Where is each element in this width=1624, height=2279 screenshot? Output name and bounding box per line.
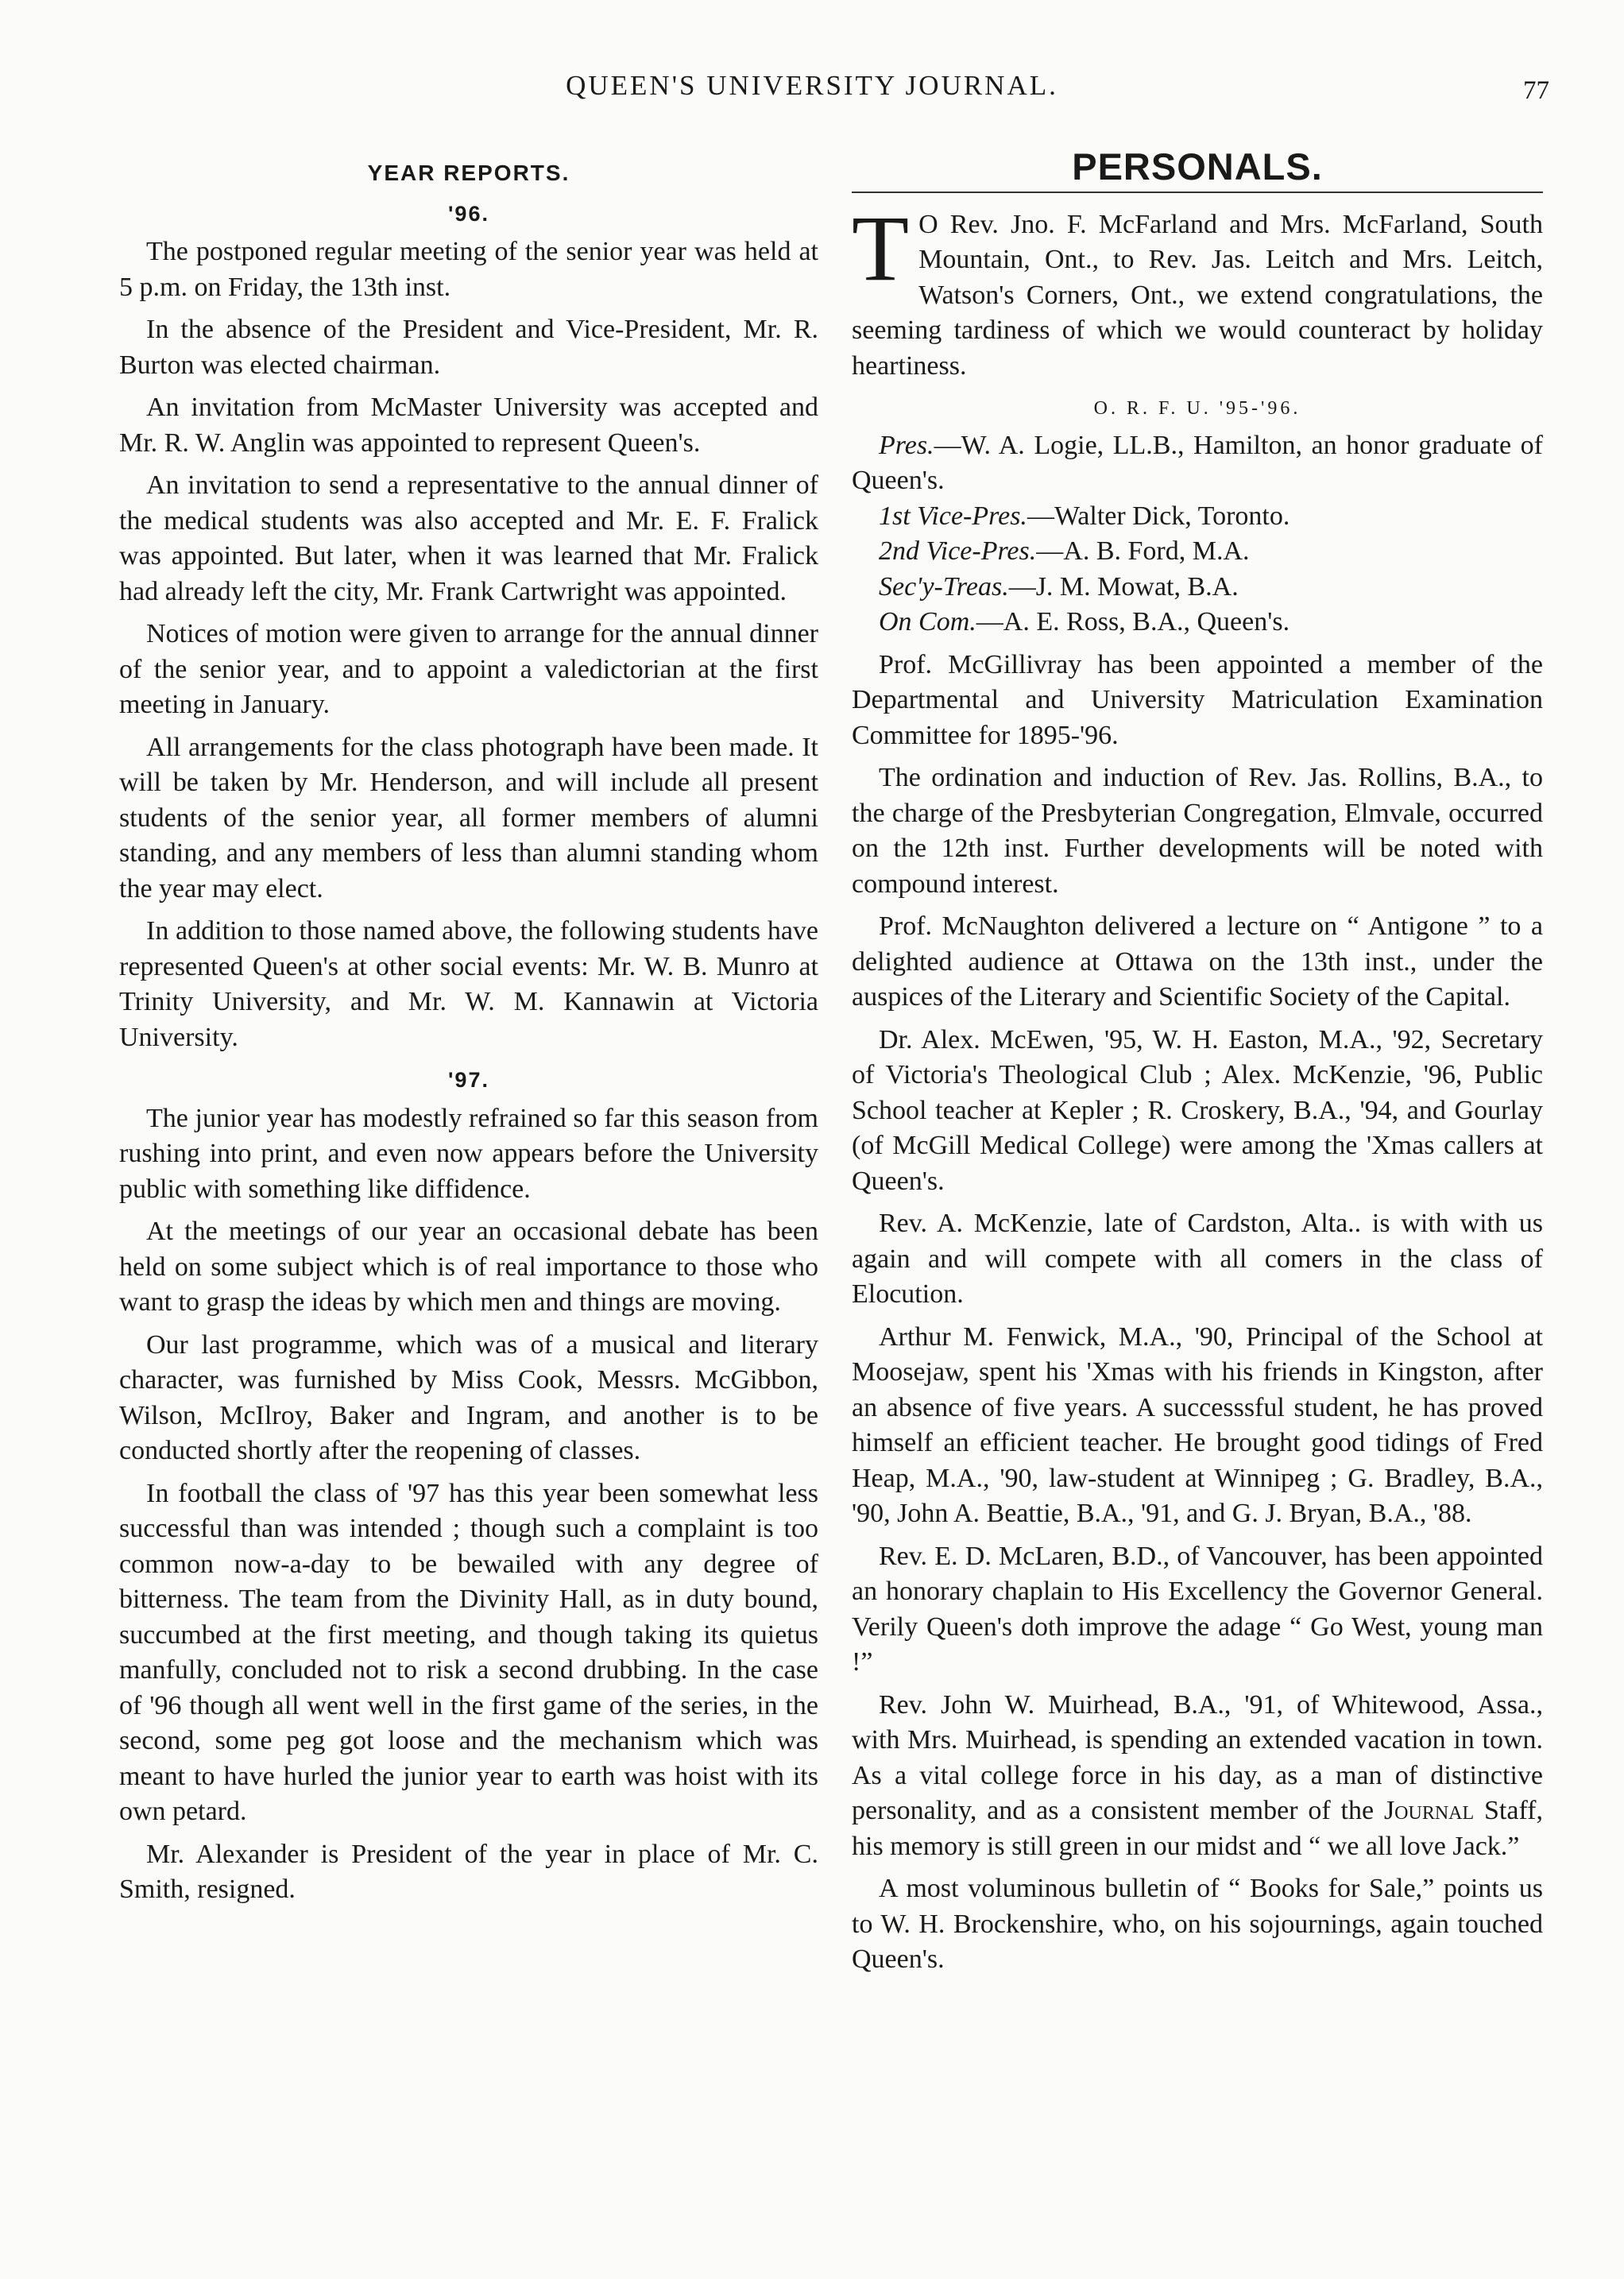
personals-paragraph: Prof. McGillivray has been appointed a member of the Departmental and University Matriculation Examination Committee for 1895-'96. (852, 649, 1543, 750)
muirhead-text-end: Staff, his memory is still green in our midst and “ we all love Jack.” (852, 1796, 1544, 1861)
officer-entry (852, 428, 1543, 499)
page-header (0, 70, 1624, 118)
officer-text: —W. A. Logie, LL.B., Hamilton, an honor graduate of Queen's. (852, 430, 1543, 495)
muirhead-paragraph (852, 1688, 1543, 1865)
running-head: QUEEN'S UNIVERSITY JOURNAL. (566, 70, 1058, 101)
personals-paragraph: A most voluminous bulletin of “ Books for Sale,” points us to W. H. Brockenshire, who, on his sojournings, again touched Queen's. (852, 1874, 1543, 1974)
officer-text: —A. B. Ford, M.A. (1036, 536, 1250, 566)
journal-smallcaps: Journal (1383, 1796, 1475, 1825)
title-rule (852, 192, 1543, 193)
left-column (119, 156, 818, 1915)
ofcu-heading: O. R. F. U. '95-'96. (1093, 398, 1301, 419)
officer-label: 2nd Vice-Pres. (879, 536, 1037, 566)
year-96-paragraph: Notices of motion were given to arrange for the annual dinner of the senior year, and to appoint a valedictorian at the first meeting in January. (119, 619, 818, 719)
year-97-heading: '97. (448, 1068, 489, 1092)
officer-label: Pres. (879, 430, 934, 460)
officer-label: On Com. (879, 607, 976, 636)
officer-text: —A. E. Ross, B.A., Queen's. (976, 607, 1290, 636)
year-96-paragraph: An invitation from McMaster University was accepted and Mr. R. W. Anglin was appointed to represent Queen's. (119, 393, 818, 458)
personals-paragraph: Prof. McNaughton delivered a lecture on “ Antigone ” to a delighted audience at Ottawa on the 13th inst., under the auspices of the Literary and Scientific Society of the Capital. (852, 911, 1543, 1012)
year-96-heading: '96. (448, 201, 489, 226)
year-96-paragraph: An invitation to send a representative to the annual dinner of the medical students was also accepted and Mr. E. F. Fralick was appointed. But later, when it was learned that Mr. Fralick had already left the city, Mr. Frank Cartwright was appointed. (119, 470, 818, 606)
officer-entry (852, 534, 1543, 570)
officer-text: —J. M. Mowat, B.A. (1008, 571, 1239, 602)
drop-cap: T (852, 195, 910, 300)
intro-text: O Rev. Jno. F. McFarland and Mrs. McFarland, South Mountain, Ont., to Rev. Jas. Leitch and Mrs. Leitch, Watson's Corners, Ont., we extend congratulations, the seeming tardiness of which we would counteract by holiday heartiness. (852, 209, 1543, 381)
year-97-paragraph: In football the class of '97 has this year been somewhat less successful than was intended ; though such a complaint is too common now-a-day to be bewailed with any degree of bitterness. The team from the Divinity Hall, as in duty bound, succumbed at the first meeting, and though taking its quietus manfully, concluded not to risk a second drubbing. In the case of '96 though all went well in the first game of the series, in the second, some peg got loose and the mechanism which was meant to have hurled the junior year to earth was hoist with its own petard. (119, 1478, 818, 1826)
officer-label: 1st Vice-Pres. (879, 501, 1027, 531)
officer-entry (852, 570, 1543, 606)
personals-title: PERSONALS. (1072, 145, 1323, 188)
personals-paragraph: Dr. Alex. McEwen, '95, W. H. Easton, M.A., '92, Secretary of Victoria's Theological Club ; Alex. McKenzie, '96, Public School teacher at Kepler ; R. Croskery, B.A., '94, and Gourlay (of McGill Medical College) were among the 'Xmas callers at Queen's. (852, 1024, 1543, 1196)
personals-paragraph: Arthur M. Fenwick, M.A., '90, Principal of the School at Moosejaw, spent his 'Xmas with his friends in Kingston, after an absence of five years. A successsful student, he has proved himself an efficient teacher. He brought good tidings of Fred Heap, M.A., '90, law-student at Winnipeg ; G. Bradley, B.A., '90, John A. Beattie, B.A., '91, and G. J. Bryan, B.A., '88. (852, 1321, 1543, 1528)
personals-paragraph: Rev. A. McKenzie, late of Cardston, Alta.. is with with us again and will compete with all comers in the class of Elocution. (852, 1209, 1543, 1309)
personals-paragraph: The ordination and induction of Rev. Jas. Rollins, B.A., to the charge of the Presbyterian Congregation, Elmvale, occurred on the 12th inst. Further developments will be noted with compound interest. (852, 763, 1543, 899)
year-96-paragraph: All arrangements for the class photograph have been made. It will be taken by Mr. Henderson, and will include all present students of the senior year, all former members of alumni standing, and any members of less than alumni standing whom the year may elect. (119, 732, 818, 903)
year-96-paragraph: In addition to those named above, the following students have represented Queen's at other social events: Mr. W. B. Munro at Trinity University, and Mr. W. M. Kannawin at Victoria University. (119, 916, 818, 1052)
right-column (852, 145, 1544, 1985)
year-96-paragraph: In the absence of the President and Vice-President, Mr. R. Burton was elected chairman. (119, 315, 818, 380)
year-97-paragraph: Mr. Alexander is President of the year in place of Mr. C. Smith, resigned. (119, 1839, 818, 1904)
personals-paragraph: Rev. E. D. McLaren, B.D., of Vancouver, has been appointed an honorary chaplain to His Excellency the Governor General. Verily Queen's doth improve the adage “ Go West, young man !” (852, 1541, 1543, 1677)
year-97-paragraph: Our last programme, which was of a musical and literary character, was furnished by Miss Cook, Messrs. McGibbon, Wilson, McIlroy, Baker and Ingram, and another is to be conducted shortly after the reopening of classes. (119, 1329, 818, 1465)
officer-entry (852, 605, 1543, 640)
year-reports-title: YEAR REPORTS. (367, 161, 570, 185)
personals-intro (852, 195, 1543, 385)
year-97-paragraph: The junior year has modestly refrained so far this season from rushing into print, and even now appears before the University public with something like diffidence. (119, 1103, 818, 1204)
year-96-paragraph: The postponed regular meeting of the senior year was held at 5 p.m. on Friday, the 13th inst. (119, 237, 818, 302)
page-number: 77 (1523, 76, 1549, 105)
officer-text: —Walter Dick, Toronto. (1027, 501, 1290, 531)
year-97-paragraph: At the meetings of our year an occasional debate has been held on some subject which is of real importance to those who want to grasp the ideas by which men and things are moving. (119, 1217, 818, 1317)
officer-entry (852, 499, 1543, 535)
muirhead-text-start: Rev. John W. Muirhead, B.A., '91, of Whitewood, Assa., with Mrs. Muirhead, is spending an extended vacation in town. As a vital college force in his day, as a man of distinctive personality, and as a consistent member of the (852, 1689, 1543, 1825)
officer-label: Sec'y-Treas. (879, 571, 1009, 602)
